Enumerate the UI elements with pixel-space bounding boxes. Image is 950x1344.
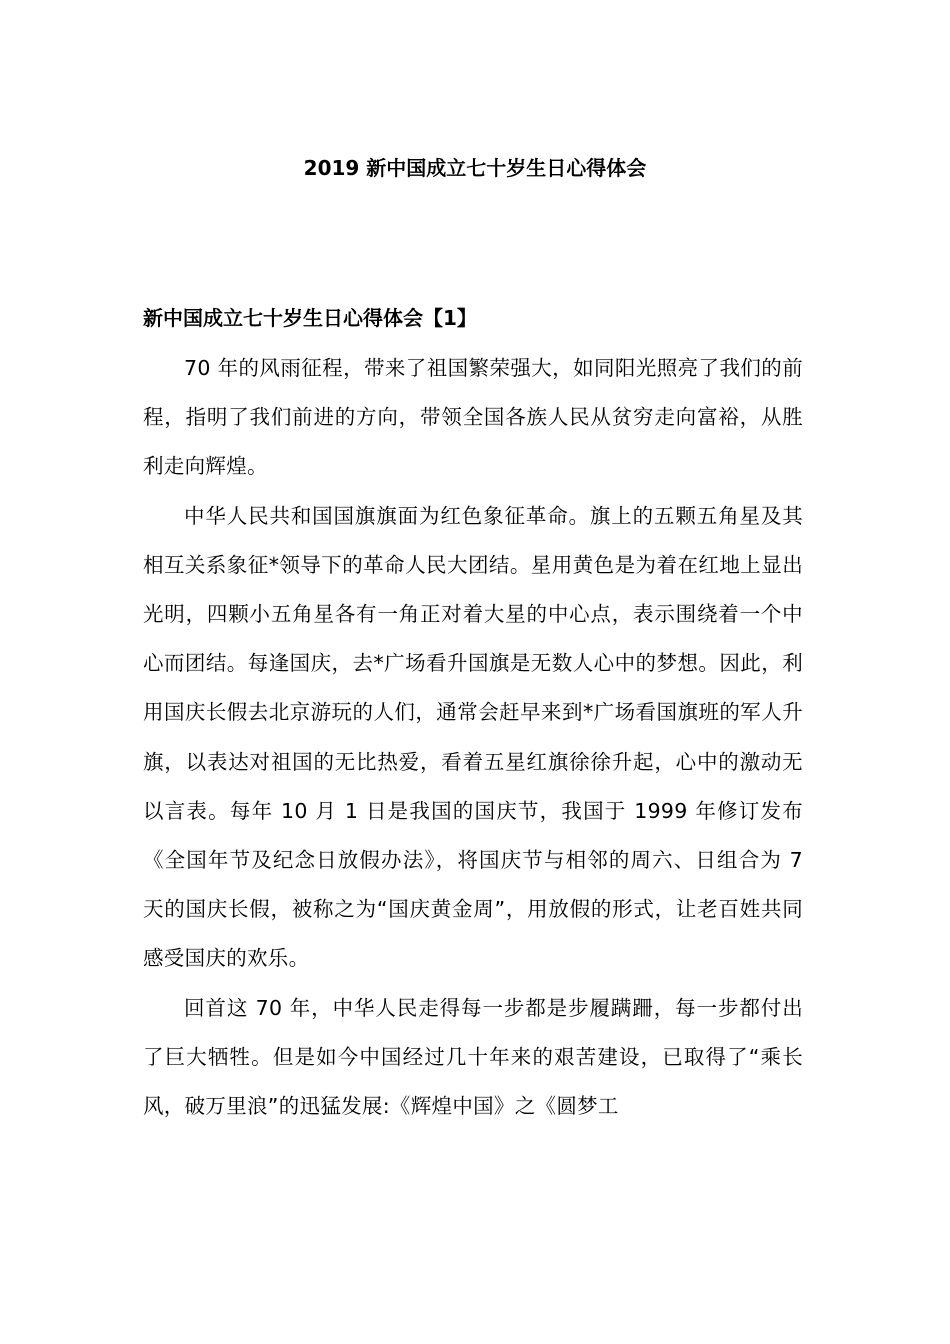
paragraph-3: 回首这 70 年，中华人民走得每一步都是步履蹒跚，每一步都付出了巨大牺牲。但是如今中国经过几十年来的艰苦建设，已取得了“乘长风，破万里浪”的迅猛发展:《辉煌中国》之《圆梦工 xyxy=(143,995,803,1119)
paragraph-2: 中华人民共和国国旗旗面为红色象征革命。旗上的五颗五角星及其相互关系象征*领导下的革命人民大团结。星用黄色是为着在红地上显出光明，四颗小五角星各有一角正对着大星的中心点，表示围绕着一个中心而团结。每逢国庆，去*广场看升国旗是无数人心中的梦想。因此，利用国庆长假去北京游玩的人们，通常会赶早来到*广场看国旗班的军人升旗，以表达对祖国的无比热爱，看着五星红旗徐徐升起，心中的激动无以言表。每年 10 月 1 日是我国的国庆节，我国于 1999 年修订发布《全国年节及纪念日放假办法》，将国庆节与相邻的周六、日组合为 7 天的国庆长假，被称之为“国庆黄金周”，用放假的形式，让老百姓共同感受国庆的欢乐。 xyxy=(143,503,803,971)
document-title: 2019 新中国成立七十岁生日心得体会 xyxy=(303,156,647,180)
body-text xyxy=(143,344,803,1131)
paragraph-1: 70 年的风雨征程，带来了祖国繁荣强大，如同阳光照亮了我们的前程，指明了我们前进的方向，带领全国各族人民从贫穷走向富裕，从胜利走向辉煌。 xyxy=(143,356,803,479)
section-heading: 新中国成立七十岁生日心得体会【1】 xyxy=(143,306,477,330)
